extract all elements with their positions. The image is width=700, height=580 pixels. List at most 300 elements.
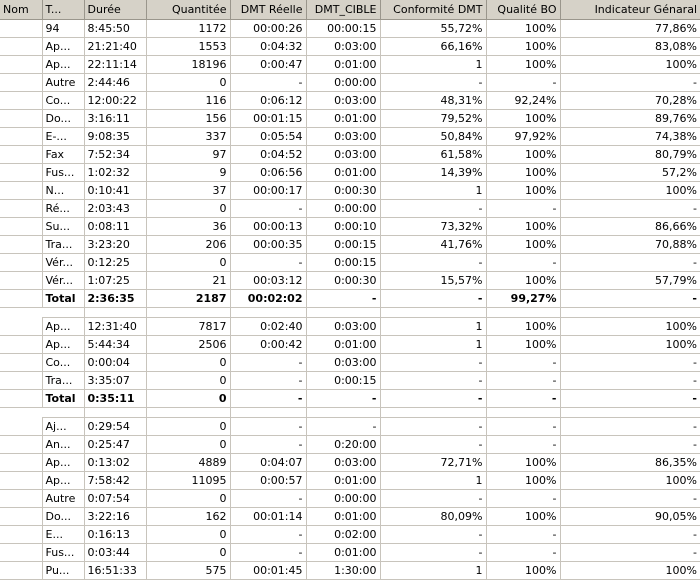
cell-1: Ap... — [42, 38, 84, 56]
cell-8: - — [560, 354, 700, 372]
cell-6: 41,76% — [380, 236, 486, 254]
cell-0 — [0, 290, 42, 308]
cell-4: 0:00:47 — [230, 56, 306, 74]
cell-6 — [380, 308, 486, 318]
cell-5: - — [306, 390, 380, 408]
cell-3: 0 — [146, 390, 230, 408]
cell-8: 100% — [560, 336, 700, 354]
cell-3: 1172 — [146, 20, 230, 38]
cell-7: 100% — [486, 38, 560, 56]
cell-0 — [0, 308, 42, 318]
cell-3 — [146, 408, 230, 418]
cell-7: 100% — [486, 336, 560, 354]
table-row-spacer[interactable] — [0, 308, 700, 318]
cell-3: 36 — [146, 218, 230, 236]
cell-7: - — [486, 526, 560, 544]
cell-3: 0 — [146, 254, 230, 272]
cell-4 — [230, 408, 306, 418]
cell-5: 0:00:15 — [306, 372, 380, 390]
table-row[interactable] — [0, 20, 700, 38]
cell-1: Vér... — [42, 254, 84, 272]
table-row[interactable] — [0, 110, 700, 128]
cell-6: 48,31% — [380, 92, 486, 110]
cell-3: 1553 — [146, 38, 230, 56]
table-row[interactable] — [0, 562, 700, 580]
cell-3: 0 — [146, 490, 230, 508]
cell-4: - — [230, 418, 306, 436]
cell-5: 0:02:00 — [306, 526, 380, 544]
cell-3: 2187 — [146, 290, 230, 308]
cell-4: - — [230, 544, 306, 562]
cell-5: 0:03:00 — [306, 354, 380, 372]
table-row[interactable] — [0, 236, 700, 254]
cell-7: 100% — [486, 272, 560, 290]
cell-6: 1 — [380, 56, 486, 74]
table-row[interactable] — [0, 272, 700, 290]
cell-4: - — [230, 490, 306, 508]
cell-7: - — [486, 254, 560, 272]
cell-2: 0:25:47 — [84, 436, 146, 454]
cell-8: 80,79% — [560, 146, 700, 164]
cell-2: 0:00:04 — [84, 354, 146, 372]
table-row[interactable] — [0, 74, 700, 92]
cell-0 — [0, 436, 42, 454]
cell-6: 66,16% — [380, 38, 486, 56]
cell-7: - — [486, 544, 560, 562]
cell-2: 0:03:44 — [84, 544, 146, 562]
cell-1: Vér... — [42, 272, 84, 290]
cell-0 — [0, 272, 42, 290]
cell-2: 2:44:46 — [84, 74, 146, 92]
cell-2: 2:03:43 — [84, 200, 146, 218]
cell-5: 0:00:10 — [306, 218, 380, 236]
column-header-indicateur-general[interactable]: Indicateur Génaral — [560, 0, 700, 20]
cell-0 — [0, 318, 42, 336]
cell-6: 79,52% — [380, 110, 486, 128]
cell-5: 0:00:00 — [306, 74, 380, 92]
cell-1: Ap... — [42, 454, 84, 472]
cell-7: - — [486, 390, 560, 408]
cell-2: 5:44:34 — [84, 336, 146, 354]
table-row[interactable] — [0, 56, 700, 74]
cell-6: - — [380, 544, 486, 562]
table-row[interactable] — [0, 164, 700, 182]
cell-0 — [0, 110, 42, 128]
cell-0 — [0, 56, 42, 74]
column-header-conformite-dmt[interactable]: Conformité DMT — [380, 0, 486, 20]
cell-4: 0:04:32 — [230, 38, 306, 56]
cell-5: 0:03:00 — [306, 128, 380, 146]
cell-5: 0:03:00 — [306, 318, 380, 336]
table-header-row — [0, 0, 700, 20]
cell-6: - — [380, 526, 486, 544]
column-header-duree[interactable]: Durée — [84, 0, 146, 20]
table-row[interactable] — [0, 92, 700, 110]
cell-7: 100% — [486, 508, 560, 526]
cell-8: 100% — [560, 182, 700, 200]
cell-0 — [0, 562, 42, 580]
cell-3: 4889 — [146, 454, 230, 472]
cell-4: 00:03:12 — [230, 272, 306, 290]
cell-1: Tra... — [42, 236, 84, 254]
cell-2: 8:45:50 — [84, 20, 146, 38]
cell-5: 0:01:00 — [306, 164, 380, 182]
cell-3 — [146, 308, 230, 318]
cell-7: 100% — [486, 318, 560, 336]
cell-8: 70,28% — [560, 92, 700, 110]
cell-6: 1 — [380, 472, 486, 490]
cell-8: - — [560, 372, 700, 390]
cell-6: 1 — [380, 318, 486, 336]
cell-5: 0:03:00 — [306, 38, 380, 56]
cell-0 — [0, 454, 42, 472]
cell-2: 0:07:54 — [84, 490, 146, 508]
table-row[interactable] — [0, 200, 700, 218]
cell-1: Ap... — [42, 56, 84, 74]
cell-3: 0 — [146, 526, 230, 544]
cell-3: 0 — [146, 544, 230, 562]
table-row[interactable] — [0, 354, 700, 372]
cell-8: 57,79% — [560, 272, 700, 290]
cell-6: - — [380, 372, 486, 390]
cell-5: 0:00:30 — [306, 272, 380, 290]
cell-6: - — [380, 490, 486, 508]
cell-4: 00:02:02 — [230, 290, 306, 308]
cell-4: 0:04:07 — [230, 454, 306, 472]
cell-1: Fax — [42, 146, 84, 164]
cell-6: 80,09% — [380, 508, 486, 526]
column-header-type[interactable]: T... — [42, 0, 84, 20]
cell-1: Fus... — [42, 164, 84, 182]
cell-8: 83,08% — [560, 38, 700, 56]
cell-8: - — [560, 74, 700, 92]
cell-4: - — [230, 526, 306, 544]
cell-8: 70,88% — [560, 236, 700, 254]
cell-4: 00:01:15 — [230, 110, 306, 128]
cell-5: 0:00:00 — [306, 490, 380, 508]
cell-1: Pu... — [42, 562, 84, 580]
cell-6: 55,72% — [380, 20, 486, 38]
table-row[interactable] — [0, 372, 700, 390]
column-header-quantitee[interactable]: Quantitée — [146, 0, 230, 20]
cell-2 — [84, 308, 146, 318]
cell-8 — [560, 408, 700, 418]
cell-4: 0:00:57 — [230, 472, 306, 490]
cell-3: 116 — [146, 92, 230, 110]
cell-1: N... — [42, 182, 84, 200]
cell-0 — [0, 236, 42, 254]
cell-6: 50,84% — [380, 128, 486, 146]
cell-8: 89,76% — [560, 110, 700, 128]
cell-3: 11095 — [146, 472, 230, 490]
cell-6: 14,39% — [380, 164, 486, 182]
cell-8: - — [560, 418, 700, 436]
cell-2: 1:07:25 — [84, 272, 146, 290]
cell-6: - — [380, 436, 486, 454]
cell-2: 3:16:11 — [84, 110, 146, 128]
cell-3: 97 — [146, 146, 230, 164]
table-row[interactable] — [0, 436, 700, 454]
cell-3: 0 — [146, 354, 230, 372]
cell-7: 100% — [486, 562, 560, 580]
cell-5: 0:01:00 — [306, 336, 380, 354]
cell-4: - — [230, 74, 306, 92]
cell-1 — [42, 308, 84, 318]
cell-1: Total — [42, 390, 84, 408]
cell-0 — [0, 508, 42, 526]
cell-2: 0:10:41 — [84, 182, 146, 200]
cell-2: 0:29:54 — [84, 418, 146, 436]
column-header-dmt-cible[interactable]: DMT_CIBLE — [306, 0, 380, 20]
cell-7: 100% — [486, 236, 560, 254]
cell-2: 16:51:33 — [84, 562, 146, 580]
cell-3: 7817 — [146, 318, 230, 336]
table-row[interactable] — [0, 38, 700, 56]
cell-7: - — [486, 74, 560, 92]
cell-4: - — [230, 254, 306, 272]
table-row-total[interactable] — [0, 290, 700, 308]
cell-3: 0 — [146, 74, 230, 92]
cell-6: - — [380, 390, 486, 408]
cell-8: - — [560, 490, 700, 508]
cell-7: - — [486, 418, 560, 436]
cell-2: 0:16:13 — [84, 526, 146, 544]
cell-4: 00:00:35 — [230, 236, 306, 254]
cell-8: - — [560, 436, 700, 454]
cell-1: An... — [42, 436, 84, 454]
cell-5 — [306, 408, 380, 418]
cell-7: 100% — [486, 218, 560, 236]
cell-2: 9:08:35 — [84, 128, 146, 146]
cell-3: 156 — [146, 110, 230, 128]
cell-7: 100% — [486, 56, 560, 74]
cell-4: - — [230, 354, 306, 372]
cell-0 — [0, 254, 42, 272]
cell-5: 0:01:00 — [306, 544, 380, 562]
cell-5: 0:00:15 — [306, 254, 380, 272]
cell-5: 0:01:00 — [306, 472, 380, 490]
cell-0 — [0, 372, 42, 390]
cell-5: 0:03:00 — [306, 92, 380, 110]
cell-8: - — [560, 544, 700, 562]
cell-8: 86,35% — [560, 454, 700, 472]
cell-0 — [0, 390, 42, 408]
cell-0 — [0, 408, 42, 418]
cell-5: 1:30:00 — [306, 562, 380, 580]
cell-1: Ap... — [42, 318, 84, 336]
cell-4: 0:05:54 — [230, 128, 306, 146]
cell-6: - — [380, 200, 486, 218]
cell-1: Do... — [42, 110, 84, 128]
cell-8: 74,38% — [560, 128, 700, 146]
cell-3: 206 — [146, 236, 230, 254]
column-header-nom[interactable]: Nom — [0, 0, 42, 20]
table-row[interactable] — [0, 418, 700, 436]
cell-8: - — [560, 200, 700, 218]
cell-0 — [0, 74, 42, 92]
cell-5: 0:01:00 — [306, 508, 380, 526]
column-header-qualite-bo[interactable]: Qualité BO — [486, 0, 560, 20]
cell-5 — [306, 308, 380, 318]
table-row[interactable] — [0, 128, 700, 146]
cell-2: 3:35:07 — [84, 372, 146, 390]
cell-0 — [0, 418, 42, 436]
table-row[interactable] — [0, 218, 700, 236]
cell-4: 00:00:17 — [230, 182, 306, 200]
column-header-dmt-reelle[interactable]: DMT Réelle — [230, 0, 306, 20]
cell-4 — [230, 308, 306, 318]
cell-1: Co... — [42, 354, 84, 372]
table-row[interactable] — [0, 544, 700, 562]
cell-6: - — [380, 290, 486, 308]
cell-7: 100% — [486, 20, 560, 38]
cell-5: 0:03:00 — [306, 454, 380, 472]
cell-6: 73,32% — [380, 218, 486, 236]
cell-7: 100% — [486, 110, 560, 128]
table-row[interactable] — [0, 254, 700, 272]
cell-3: 2506 — [146, 336, 230, 354]
cell-1: Ré... — [42, 200, 84, 218]
cell-5: 0:00:15 — [306, 236, 380, 254]
cell-4: - — [230, 372, 306, 390]
table-header — [0, 0, 700, 20]
cell-0 — [0, 92, 42, 110]
cell-4: 0:06:12 — [230, 92, 306, 110]
cell-8: 57,2% — [560, 164, 700, 182]
table-row-total[interactable] — [0, 390, 700, 408]
cell-1: Co... — [42, 92, 84, 110]
cell-7: 100% — [486, 454, 560, 472]
cell-7: 100% — [486, 164, 560, 182]
cell-1: Autre — [42, 490, 84, 508]
cell-3: 575 — [146, 562, 230, 580]
cell-4: - — [230, 200, 306, 218]
cell-3: 162 — [146, 508, 230, 526]
cell-4: 00:01:45 — [230, 562, 306, 580]
cell-0 — [0, 490, 42, 508]
cell-8: - — [560, 390, 700, 408]
cell-2: 0:13:02 — [84, 454, 146, 472]
cell-7 — [486, 408, 560, 418]
table-row[interactable] — [0, 336, 700, 354]
table-row[interactable] — [0, 318, 700, 336]
cell-1: Tra... — [42, 372, 84, 390]
cell-8: 77,86% — [560, 20, 700, 38]
cell-5: 0:20:00 — [306, 436, 380, 454]
cell-4: 0:02:40 — [230, 318, 306, 336]
table-row[interactable] — [0, 146, 700, 164]
cell-3: 0 — [146, 436, 230, 454]
cell-8: 100% — [560, 472, 700, 490]
cell-0 — [0, 182, 42, 200]
cell-6: 61,58% — [380, 146, 486, 164]
cell-4: 00:01:14 — [230, 508, 306, 526]
cell-4: 0:00:42 — [230, 336, 306, 354]
cell-8: - — [560, 526, 700, 544]
cell-6: - — [380, 74, 486, 92]
cell-6: 1 — [380, 182, 486, 200]
cell-7: 97,92% — [486, 128, 560, 146]
cell-3: 0 — [146, 372, 230, 390]
cell-2 — [84, 408, 146, 418]
table-row[interactable] — [0, 454, 700, 472]
cell-0 — [0, 472, 42, 490]
cell-6: - — [380, 354, 486, 372]
cell-0 — [0, 336, 42, 354]
cell-7: 100% — [486, 146, 560, 164]
cell-3: 21 — [146, 272, 230, 290]
table-row[interactable] — [0, 490, 700, 508]
cell-1: Ap... — [42, 336, 84, 354]
cell-1: Su... — [42, 218, 84, 236]
cell-0 — [0, 20, 42, 38]
cell-0 — [0, 200, 42, 218]
cell-2: 12:31:40 — [84, 318, 146, 336]
table-row[interactable] — [0, 472, 700, 490]
cell-1: E... — [42, 526, 84, 544]
cell-0 — [0, 146, 42, 164]
table-row[interactable] — [0, 182, 700, 200]
table-row-spacer[interactable] — [0, 408, 700, 418]
cell-2: 1:02:32 — [84, 164, 146, 182]
cell-6: - — [380, 418, 486, 436]
cell-6 — [380, 408, 486, 418]
cell-3: 37 — [146, 182, 230, 200]
table-row[interactable] — [0, 526, 700, 544]
cell-0 — [0, 354, 42, 372]
table-row[interactable] — [0, 508, 700, 526]
cell-7: - — [486, 372, 560, 390]
cell-3: 0 — [146, 418, 230, 436]
cell-2: 0:08:11 — [84, 218, 146, 236]
cell-2: 12:00:22 — [84, 92, 146, 110]
cell-7: 99,27% — [486, 290, 560, 308]
cell-5: 0:01:00 — [306, 110, 380, 128]
cell-2: 22:11:14 — [84, 56, 146, 74]
cell-1: Ap... — [42, 472, 84, 490]
cell-7 — [486, 308, 560, 318]
cell-2: 3:22:16 — [84, 508, 146, 526]
cell-2: 7:52:34 — [84, 146, 146, 164]
cell-5: 00:00:15 — [306, 20, 380, 38]
cell-3: 0 — [146, 200, 230, 218]
cell-5: 0:03:00 — [306, 146, 380, 164]
cell-6: 1 — [380, 562, 486, 580]
cell-4: - — [230, 390, 306, 408]
cell-1 — [42, 408, 84, 418]
cell-0 — [0, 526, 42, 544]
cell-5: 0:00:30 — [306, 182, 380, 200]
cell-7: 100% — [486, 472, 560, 490]
cell-8: 86,66% — [560, 218, 700, 236]
cell-2: 0:35:11 — [84, 390, 146, 408]
cell-2: 0:12:25 — [84, 254, 146, 272]
cell-4: 00:00:13 — [230, 218, 306, 236]
cell-8: 100% — [560, 318, 700, 336]
cell-0 — [0, 544, 42, 562]
cell-5: 0:00:00 — [306, 200, 380, 218]
cell-7: 92,24% — [486, 92, 560, 110]
cell-7: - — [486, 490, 560, 508]
cell-1: Aj... — [42, 418, 84, 436]
cell-8: - — [560, 290, 700, 308]
cell-0 — [0, 218, 42, 236]
cell-2: 21:21:40 — [84, 38, 146, 56]
cell-2: 3:23:20 — [84, 236, 146, 254]
cell-1: 94 — [42, 20, 84, 38]
cell-6: - — [380, 254, 486, 272]
cell-1: Autre — [42, 74, 84, 92]
